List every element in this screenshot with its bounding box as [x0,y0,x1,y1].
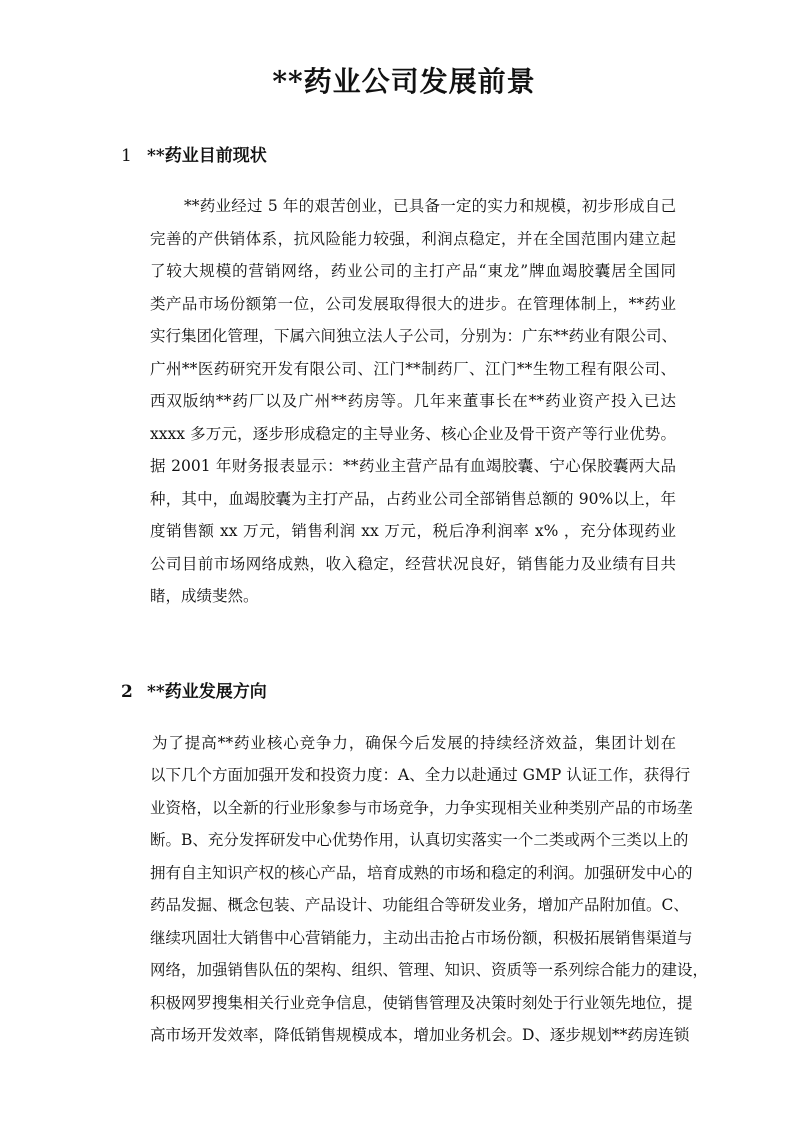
section-1-line-9: 据 2001 年财务报表显示：**药业主营产品有血竭胶囊、宁心保胶囊两大品 [150,457,676,475]
section-2-line-10: 高市场开发效率，降低销售规模成本，增加业务机会。D、逐步规划**药房连锁 [150,1026,690,1044]
section-2-line-3: 业资格，以全新的行业形象参与市场竞争，力争实现相关业种类别产品的市场垄 [150,799,693,817]
section-2-line-8: 网络，加强销售队伍的架构、组织、管理、知识、资质等一系列综合能力的建设， [150,961,709,979]
section-1-line-13: 睹，成绩斐然。 [150,587,259,605]
section-1-number: 1 [121,146,132,166]
section-2-line-9: 积极网罗搜集相关行业竞争信息，使销售管理及决策时刻处于行业领先地位，提 [150,994,693,1012]
section-1-line-4: 类产品市场份额第一位，公司发展取得很大的进步。在管理体制上，**药业 [150,295,676,313]
section-2-title: **药业发展方向 [147,682,267,702]
section-2-line-2: 以下几个方面加强开发和投资力度：A、全力以赴通过 GMP 认证工作，获得行 [150,766,691,784]
section-1-line-5: 实行集团化管理，下属六间独立法人子公司，分别为：广东**药业有限公司、 [150,327,678,345]
section-1-line-7: 西双版纳**药厂以及广州**药房等。几年来董事长在**药业资产投入已达 [150,392,676,410]
section-2-heading [121,677,267,702]
section-2-line-6: 药品发掘、概念包装、产品设计、功能组合等研发业务，增加产品附加值。C、 [150,896,689,914]
section-1-line-8: xxxx 多万元，逐步形成稳定的主导业务、核心企业及骨干资产等行业优势。 [150,425,676,443]
section-1-heading [121,141,267,166]
section-1-title: **药业目前现状 [147,146,267,166]
section-2-line-7: 继续巩固壮大销售中心营销能力，主动出击抢占市场份额，积极拓展销售渠道与 [150,929,693,947]
section-1-line-2: 完善的产供销体系，抗风险能力较强，利润点稳定，并在全国范围内建立起 [150,230,676,248]
section-2-line-5: 拥有自主知识产权的核心产品，培育成熟的市场和稳定的利润。加强研发中心的 [150,864,693,882]
section-2-number: 2 [121,682,133,702]
section-1-line-3: 了较大规模的营销网络，药业公司的主打产品“東龙”牌血竭胶囊居全国同 [150,262,676,280]
section-1-line-11: 度销售额 xx 万元，销售利润 xx 万元，税后净利润率 x% ，充分体现药业 [150,522,676,540]
section-1-line-10: 种，其中，血竭胶囊为主打产品，占药业公司全部销售总额的 90%以上，年 [150,490,676,508]
section-1-line-6: 广州**医药研究开发有限公司、江门**制药厂、江门**生物工程有限公司、 [150,360,676,378]
document-title: **药业公司发展前景 [272,65,536,98]
section-2-line-1: 为了提高**药业核心竞争力，确保今后发展的持续经济效益，集团计划在 [152,734,676,752]
section-1-line-12: 公司目前市场网络成熟，收入稳定，经营状况良好，销售能力及业绩有目共 [150,555,676,573]
section-1-line-1: **药业经过 5 年的艰苦创业，已具备一定的实力和规模，初步形成自己 [184,197,676,215]
section-2-line-4: 断。B、充分发挥研发中心优势作用，认真切实落实一个二类或两个三类以上的 [150,831,689,849]
